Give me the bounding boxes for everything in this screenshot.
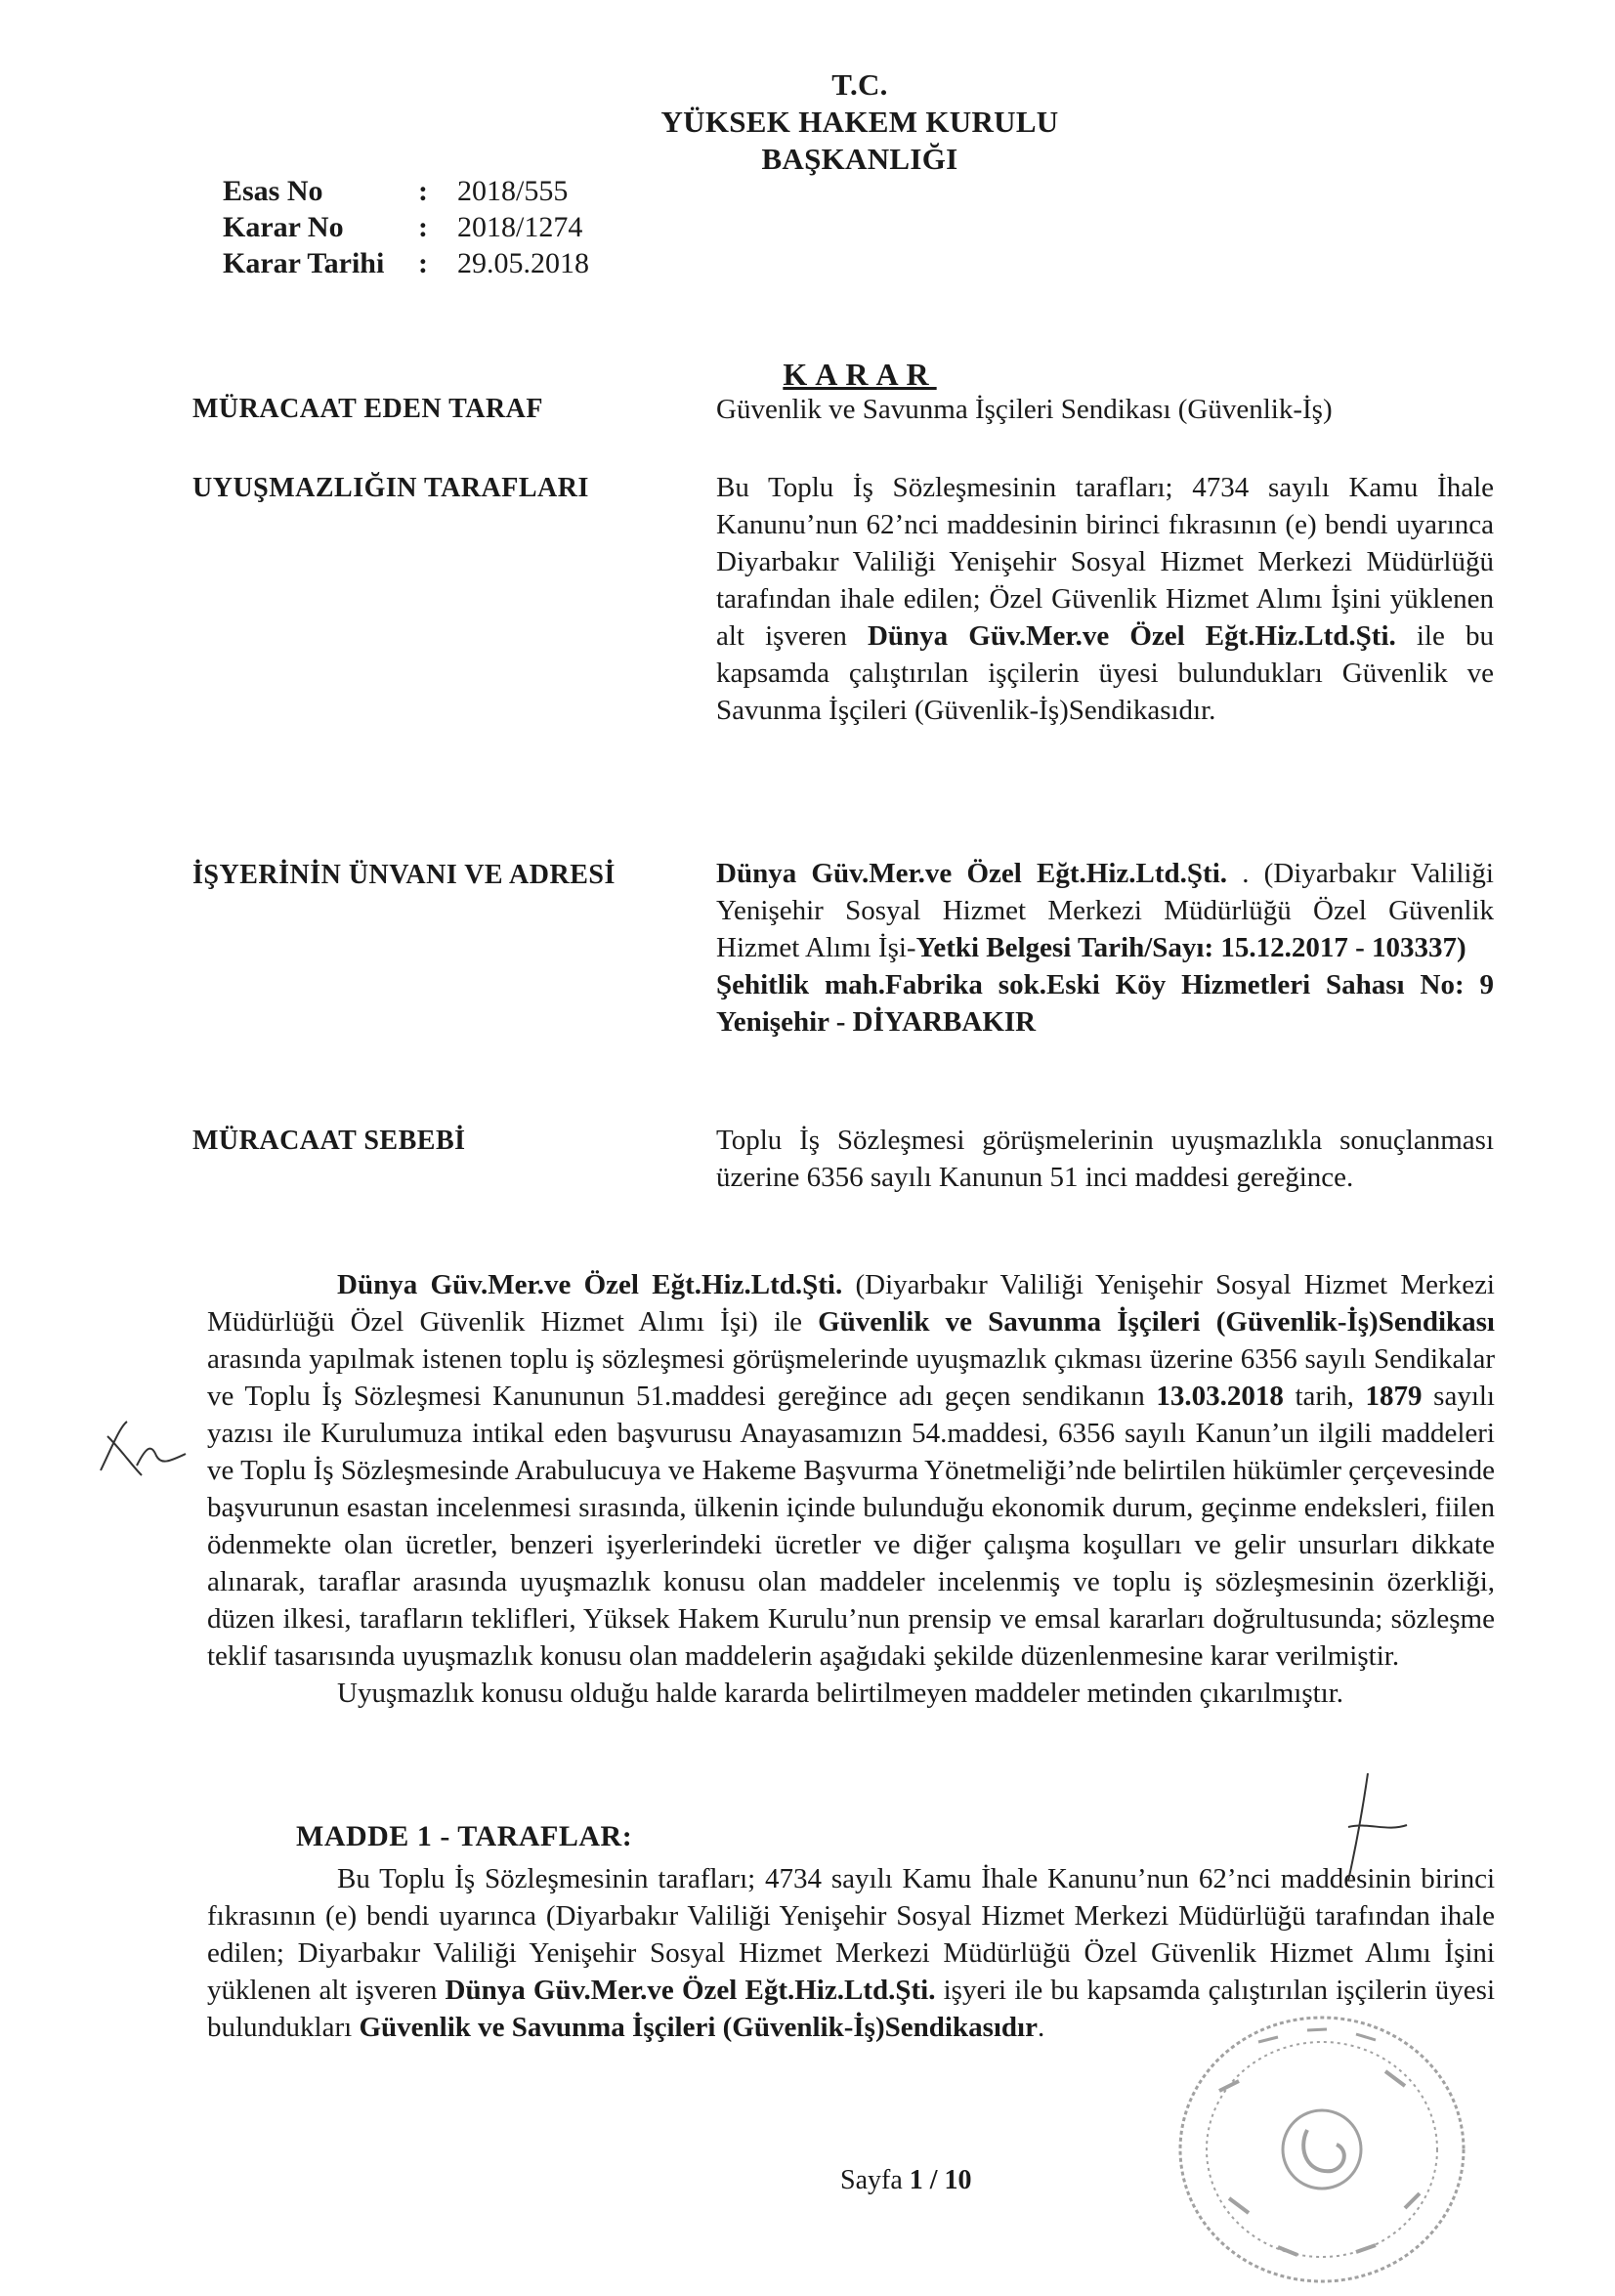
applicant-text — [716, 391, 1494, 428]
body-text-3: tarih, — [1283, 1381, 1366, 1412]
decision-body — [207, 1266, 1495, 1712]
body-union: Güvenlik ve Savunma İşçileri (Güvenlik-İş)Sendikası — [818, 1306, 1495, 1338]
header-line-tc: T.C. — [831, 67, 888, 102]
meta-label: Karar Tarihi — [223, 247, 385, 279]
reason-label: MÜRACAAT SEBEBİ — [192, 1126, 466, 1156]
meta-label: Esas No — [223, 175, 323, 207]
meta-colon: : — [418, 211, 428, 243]
parties-employer: Dünya Güv.Mer.ve Özel Eğt.Hiz.Ltd.Şti. — [867, 620, 1396, 652]
case-meta — [223, 173, 589, 281]
body-employer: Dünya Güv.Mer.ve Özel Eğt.Hiz.Ltd.Şti. — [337, 1269, 843, 1300]
body-text-4: sayılı yazısı ile Kurulumuza intikal eden başvurusu Anayasamızın 54.maddesi, 6356 sayılı Kanun’un ilgili maddeleri ve Toplu İş Sözleşmesinde Arabulucuya ve Hakeme Başvurma Yönetmeliği’nde belirtilen hükümler çerçevesinde başvurunun esastan incelenmesi sırasında, ülkenin içinde bulunduğu ekonomik durum, geçinme endeksleri, fiilen ödenmekte olan ücretler, benzeri işyerlerindeki ücretler ve diğer çalışma koşulları ve gelir unsurları dikkate alınarak, taraflar arasında uyuşmazlık konusu olan maddeler incelenmiş ve toplu iş sözleşmesinin özerkliği, düzen ilkesi, tarafların teklifleri, Yüksek Hakem Kurulu’nun prensip ve emsal kararları doğrultusunda; sözleşme teklif tasarısında uyuşmazlık konusu olan maddelerin aşağıdaki şekilde düzenlenmesine karar verilmiştir. — [207, 1381, 1495, 1672]
header-line-presidency: BAŞKANLIĞI — [761, 142, 958, 176]
page-prefix: Sayfa — [840, 2165, 910, 2195]
article-1-union: Güvenlik ve Savunma İşçileri (Güvenlik-İş)Sendikasıdır — [359, 2012, 1038, 2043]
body-text-1: (Diyarbakır Valiliği Yenişehir Sosyal Hizmet Merkezi Müdürlüğü Özel Güvenlik Hizmet Alımı İşi) ile — [207, 1269, 1495, 1338]
article-1-text-a: Bu Toplu İş Sözleşmesinin tarafları; 4734 sayılı Kamu İhale Kanunu’nun 62’nci maddesinin birinci fıkrasının (e) bendi uyarınca (Diyarbakır Valiliği Yenişehir Sosyal Hizmet Merkezi Müdürlüğü tarafından ihale edilen; Diyarbakır Valiliği Yenişehir Sosyal Hizmet Merkezi Müdürlüğü Özel Güvenlik Hizmet Alımı İşini yüklenen alt işveren — [207, 1863, 1495, 2006]
workplace-text — [716, 855, 1494, 1041]
decision-paragraph-1 — [207, 1266, 1495, 1675]
article-1-title: MADDE 1 - TARAFLAR: — [296, 1820, 633, 1852]
workplace-address: Şehitlik mah.Fabrika sok.Eski Köy Hizmetleri Sahası No: 9 Yenişehir - DİYARBAKIR — [716, 969, 1494, 1038]
body-date: 13.03.2018 — [1156, 1381, 1284, 1412]
meta-value: 2018/1274 — [457, 211, 583, 243]
document-header — [547, 66, 1172, 178]
page-total: 10 — [944, 2165, 972, 2195]
page-number — [840, 2165, 972, 2196]
workplace-text-a: . (Diyarbakır Valiliği Yenişehir Sosyal Hizmet Merkezi Müdürlüğü Özel Güvenlik Hizmet Alımı İşi- — [716, 858, 1494, 963]
parties-text-b: ile bu kapsamda çalıştırılan işçilerin üyesi bulundukları Güvenlik ve Savunma İşçileri (Güvenlik-İş)Sendikasıdır. — [716, 620, 1494, 726]
meta-value: 2018/555 — [457, 175, 569, 207]
applicant-label: MÜRACAAT EDEN TARAF — [192, 394, 543, 424]
meta-row-karar — [223, 209, 589, 245]
parties-label: UYUŞMAZLIĞIN TARAFLARI — [192, 473, 589, 503]
page-separator: / — [922, 2165, 945, 2195]
article-1-employer: Dünya Güv.Mer.ve Özel Eğt.Hiz.Ltd.Şti. — [445, 1975, 936, 2006]
page-current: 1 — [909, 2165, 923, 2195]
reason-paragraph: Toplu İş Sözleşmesi görüşmelerinin uyuşmazlıkla sonuçlanması üzerine 6356 sayılı Kanunun 51 inci maddesi gereğince. — [716, 1125, 1494, 1193]
workplace-authorization: Yetki Belgesi Tarih/Sayı: 15.12.2017 - 103337) — [915, 932, 1466, 963]
meta-colon: : — [418, 247, 428, 279]
parties-text — [716, 469, 1494, 729]
meta-row-esas — [223, 173, 589, 209]
meta-label: Karar No — [223, 211, 344, 243]
signature-mark — [1329, 1768, 1417, 1886]
header-line-institution: YÜKSEK HAKEM KURULU — [660, 105, 1059, 139]
parties-text-a: Bu Toplu İş Sözleşmesinin tarafları; 4734 sayılı Kamu İhale Kanunu’nun 62’nci maddesinin birinci fıkrasının (e) bendi uyarınca Diyarbakır Valiliği Yenişehir Sosyal Hizmet Merkezi Müdürlüğü tarafından ihale edilen; Özel Güvenlik Hizmet Alımı İşini yüklenen alt işveren — [716, 472, 1494, 652]
official-stamp — [1161, 2003, 1473, 2296]
article-1-text-b: işyeri ile bu kapsamda çalıştırılan işçilerin üyesi bulundukları — [207, 1975, 1495, 2043]
workplace-paragraph — [716, 855, 1494, 966]
meta-value: 29.05.2018 — [457, 247, 589, 279]
parties-paragraph — [716, 469, 1494, 729]
applicant-text-line: Güvenlik ve Savunma İşçileri Sendikası (Güvenlik-İş) — [716, 394, 1333, 425]
meta-row-tarih — [223, 245, 589, 281]
article-1-text-c: . — [1037, 2012, 1045, 2043]
decision-title: KARAR — [783, 357, 937, 392]
body-text-2: arasında yapılmak istenen toplu iş sözleşmesi görüşmelerinde uyuşmazlık çıkması üzerine 6356 sayılı Sendikalar ve Toplu İş Sözleşmesi Kanununun 51.maddesi gereğince adı geçen sendikanın — [207, 1343, 1495, 1412]
decision-paragraph-2: Uyuşmazlık konusu olduğu halde kararda belirtilmeyen maddeler metinden çıkarılmıştır. — [337, 1678, 1344, 1709]
meta-colon: : — [418, 175, 428, 207]
reason-text — [716, 1122, 1494, 1196]
workplace-label: İŞYERİNİN ÜNVANI VE ADRESİ — [192, 860, 616, 890]
paraph-mark — [93, 1417, 191, 1485]
body-number: 1879 — [1365, 1381, 1423, 1412]
workplace-employer: Dünya Güv.Mer.ve Özel Eğt.Hiz.Ltd.Şti. — [716, 858, 1228, 889]
